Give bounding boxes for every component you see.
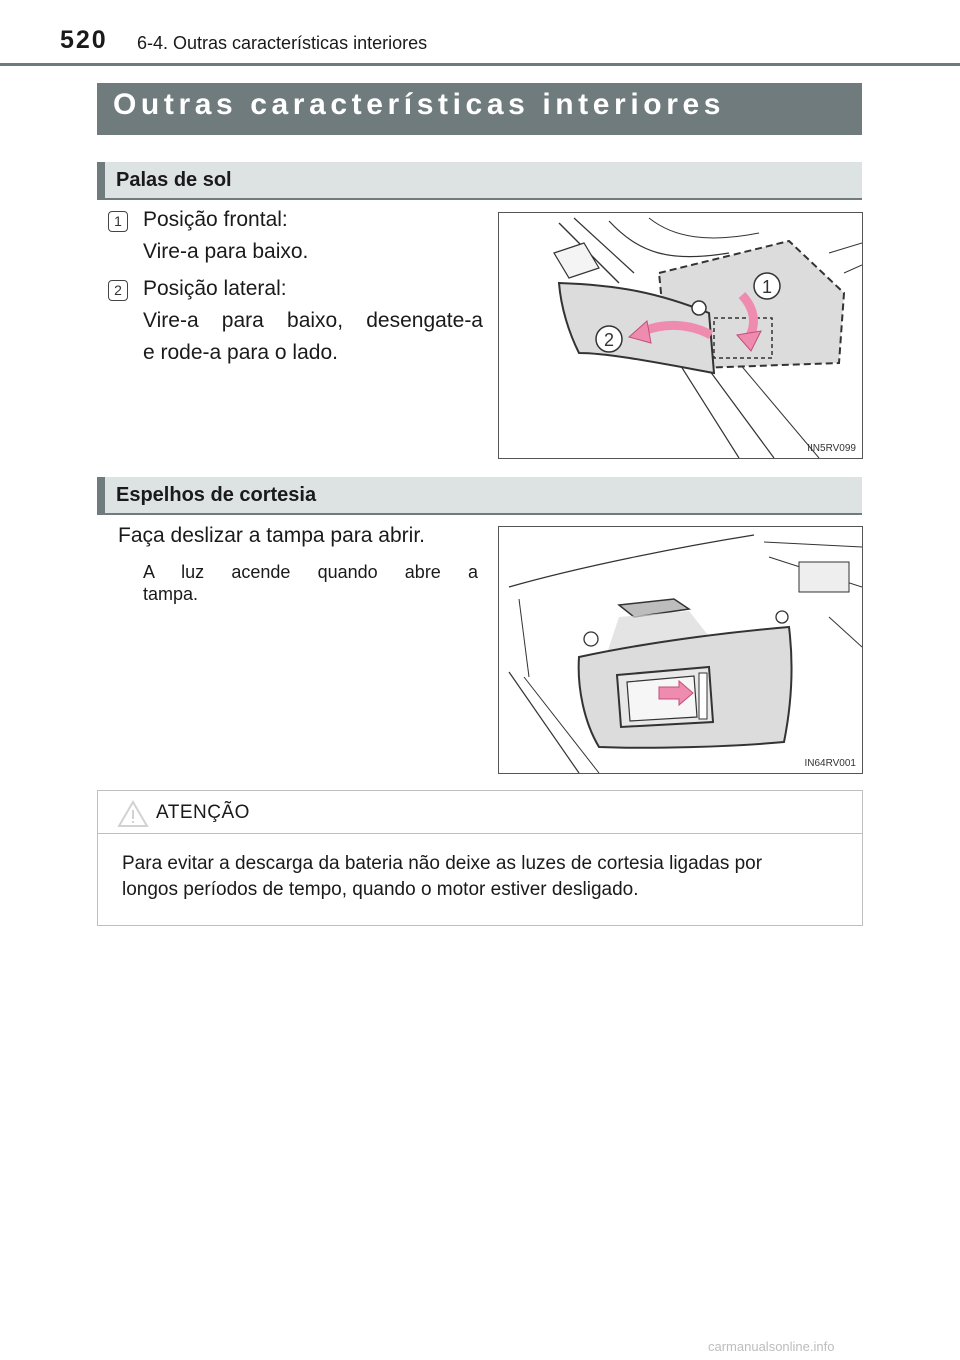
warning-triangle-icon [117,800,149,828]
mirror-note-line-2: tampa. [143,584,199,604]
running-header: 6-4. Outras características interiores [137,33,428,53]
warning-divider [98,833,862,834]
section-header-sun-visors [97,162,862,200]
step-badge-2: 2 [108,280,128,301]
sun-visor-item-1-title: Posição frontal: [143,208,288,231]
mirror-note [143,561,478,605]
section-header-bar [97,162,105,198]
section-header-mirrors [97,477,862,515]
sun-visor-illustration [499,213,862,458]
sun-visor-item-2 [143,273,483,369]
warning-text-line-1: Para evitar a descarga da bateria não deixe as luzes de cortesia ligadas por [122,853,763,874]
sun-visor-item-2-text-cont: e rode-a para o lado. [143,341,338,364]
warning-box [97,790,863,926]
sun-visor-item-2-title: Posição lateral: [143,277,287,300]
vanity-mirror-illustration [499,527,862,773]
callout-2: 2 [603,330,615,350]
page-number: 520 [60,26,108,54]
header-rule [0,63,960,66]
callout-1: 1 [761,277,773,297]
step-badge-1: 1 [108,211,128,232]
sun-visor-item-1-text: Vire-a para baixo. [143,240,309,263]
sun-visor-item-2-text: Vire-a para baixo, desengate-a [143,309,483,332]
section-header-bar [97,477,105,513]
sun-visor-item-1 [143,204,483,268]
section-heading-mirrors: Espelhos de cortesia [116,484,317,506]
sun-visor-figure [498,212,863,459]
page-title: Outras características interiores [113,88,726,121]
mirror-note-line-1: A luz acende quando abre a [143,562,478,582]
warning-text [122,851,852,903]
warning-text-line-2: longos períodos de tempo, quando o motor estiver desligado. [122,879,639,900]
figure-code-mirror: IN64RV001 [804,758,856,769]
vanity-mirror-figure [498,526,863,774]
mirror-instruction: Faça deslizar a tampa para abrir. [118,524,425,547]
section-heading-sun-visors: Palas de sol [116,169,232,191]
warning-label: ATENÇÃO [156,802,250,823]
footer-watermark: carmanualsonline.info [708,1339,835,1354]
figure-code-sun-visor: IIN5RV099 [807,443,856,454]
